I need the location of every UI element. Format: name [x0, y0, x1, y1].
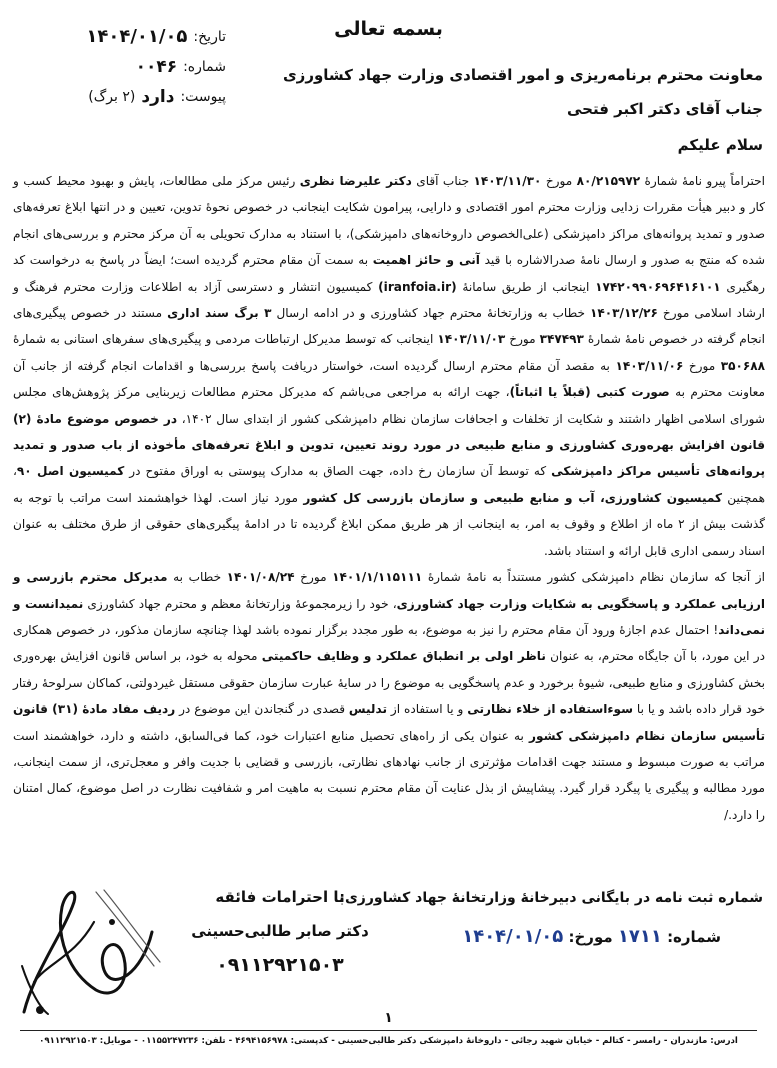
- body-paragraph-2: [13, 564, 765, 828]
- body-text: کمیسیون انتشار و دسترسی آزاد به اطلاعات وزارت محترم فرهنگ و ارشاد اسلامی مورخ: [13, 279, 766, 321]
- attachment-note: (۲ برگ): [88, 89, 136, 105]
- registration-date-label: مورخ:: [568, 928, 613, 946]
- emphasis: تدلیس: [348, 702, 387, 717]
- attachment-label: پیوست:: [180, 89, 226, 105]
- body-text: مورخ: [294, 570, 333, 585]
- body-text: مورخ: [683, 358, 721, 373]
- registration-date-value: ۱۴۰۴/۰۱/۰۵: [462, 926, 564, 947]
- emphasis: ۳ برگ سند اداری: [167, 306, 272, 321]
- website-name: (iranfoia.ir): [378, 279, 457, 294]
- body-text: مستند در خصوص پیگیری‌های انجام گرفته در خصوص نامهٔ شمارهٔ: [13, 306, 765, 347]
- body-text: به مقصد آن مقام محترم ارسال گردیده است، خواستار دریافت پاسخ بررسی‌ها و اقدامات انجام گرفته از جانب آن معاونت محترم به: [13, 358, 765, 400]
- recipient-name: جناب آقای دکتر اکبر فتحی: [567, 100, 763, 118]
- body-text: رئیس مرکز ملی مطالعات، پایش و بهبود محیط کسب و کار و دبیر هیأت مقررات زدایی وزارت محترم امور اقتصادی و دارایی، پیرامون شکایت اینجانب در خصوص نحوهٔ تدوین، تعیین و در انتها ابلاغ تعرفه‌های صدور و تمدید پروانه‌های مراکز دامپزشکی (علی‌الخصوص داروخانه‌های دامپزشکی)، با استناد به مدارک تحویلی به آن مرکز محترم و بررسی‌های انجام شده که منتج به صدور و ارسال نامهٔ صدرالاشاره با قید: [13, 174, 765, 268]
- body-text: مورخ: [505, 332, 540, 347]
- date-value: ۱۴۰۴/۰۱/۰۵: [86, 26, 188, 47]
- number-row: [26, 52, 226, 82]
- body-text: از آنجا که سازمان نظام دامپزشکی کشور مستنداً به نامهٔ شمارهٔ: [422, 570, 765, 585]
- tracking-code: ۱۷۴۲۰۹۹۰۶۹۶۴۱۶۱۰۱: [595, 279, 721, 294]
- salutation: سلام علیکم: [677, 136, 763, 154]
- body-text: ، خود را زیرمجموعهٔ وزارتخانهٔ معظم و محترم جهاد کشاورزی: [83, 596, 397, 611]
- emphasis: سوءاستفاده از خلاء نظارتی: [467, 702, 634, 717]
- signer-name: دکتر صابر طالبی‌حسینی: [191, 922, 369, 940]
- emphasis: نمیدانست و نمی‌داند: [13, 596, 765, 637]
- body-text: اینجانب از طریق سامانهٔ: [456, 279, 596, 294]
- recipient-office: معاونت محترم برنامه‌ریزی و امور اقتصادی وزارت جهاد کشاورزی: [282, 66, 763, 84]
- handwritten-signature: [4, 862, 164, 1022]
- emphasis: مدیرکل محترم بازرسی و ارزیابی عملکرد و پاسخگویی به شکایات وزارت جهاد کشاورزی: [13, 570, 765, 611]
- ref-number: ۸۰/۲۱۵۹۷۲: [576, 174, 641, 188]
- body-text: ، همچنین: [13, 464, 765, 505]
- ref-date: ۱۴۰۳/۱۱/۳۰: [473, 174, 542, 188]
- bismillah-heading: بسمه تعالی: [334, 18, 443, 40]
- body-text: جناب آقای: [411, 174, 474, 188]
- body-text: مورخ: [541, 174, 577, 188]
- ref-date: ۱۴۰۳/۱۱/۰۶: [615, 358, 684, 373]
- ref-date: ۱۴۰۳/۱۲/۲۶: [590, 306, 658, 321]
- date-label: تاریخ:: [193, 29, 226, 45]
- body-text: محوله به خود، بر اساس قانون افزایش بهره‌وری بخش کشاورزی و منابع طبیعی، شیوهٔ برخورد و عدم پاسخگویی به موضوع را در سایهٔ عبارت سازمان حقوقی مستقل غیردولتی، کماکان سرلوحهٔ رفتار خود قرار داده باشد و یا با: [13, 649, 765, 717]
- signer-phone: ۰۹۱۱۲۹۲۱۵۰۳: [216, 954, 344, 976]
- ref-number: ۳۴۷۴۹۳: [539, 332, 584, 347]
- body-text: به سمت آن مقام محترم گردیده است؛ ایضاً در پاسخ به درخواست کد رهگیری: [13, 253, 766, 294]
- body-paragraph-1: [13, 168, 765, 564]
- body-text: خطاب به وزارتخانهٔ محترم جهاد کشاورزی و در ادامه ارسال: [271, 306, 591, 321]
- registration-number-value: ۱۷۱۱: [617, 926, 662, 947]
- body-text: که توسط آن سازمان رخ داده، جهت الصاق به مدارک پیوستی به اوراق مفتوح در: [124, 464, 552, 479]
- body-text: به عنوان یکی از راه‌های تحصیل منابع اعتبارات خود، کما فی‌السابق، داشته و دارد، خواهشمند است مراتب به صورت مبسوط و مستند جهت اقدامات مؤثرتری از جانب نهادهای نظارتی، بازرسی و قضایی با جدیت وافر و معجل‌تری، از سمت اینجانب، مورد مطالبه و پیگیری یا پیگرد قرار گیرد. پیشاپیش از بذل عنایت آن مقام محترم نسبت به ماهیت امر و شفافیت نظارت در اصل موضوع، کمال امتنان را دارد./: [13, 728, 765, 822]
- emphasis: ردیف مفاد مادهٔ (۳۱) قانون تأسیس سازمان نظام دامپزشکی کشور: [13, 702, 765, 743]
- emphasis: در خصوص موضوع مادهٔ (۲) قانون افزایش بهره‌وری کشاورزی و منابع طبیعی در مورد روند تعیین، تدوین و ابلاغ تعرفه‌های مأخوذه از باب صدور و تمدید پروانه‌های تأسیس مراکز دامپزشکی: [13, 411, 765, 479]
- emphasis: صورت کتبی (قبلاً یا اثباتاً): [509, 385, 670, 400]
- body-text: ! احتمال عدم اجازهٔ ورود آن مقام محترم را نیز به موضوع، به طور مجدد برگزار نموده باشد لهذا چنانچه سازمان مذکور، در خصوص همکاری در این مورد، با آن جایگاه محترم، به عنوان: [13, 622, 765, 664]
- attachment-row: [26, 82, 226, 112]
- body-text: مورد نیاز است. لهذا خواهشمند است مراتب با توجه به گذشت بیش از ۲ ماه از اطلاع و وقوف به امر، به اینجانب از هر طریق ممکن ابلاغ گردیده تا در ادامهٔ پیگیری‌های حقوقی از طرق مختلف به عنوان اسناد رسمی اداری قابل ارائه و استناد باشد.: [13, 490, 766, 558]
- registration-number: [462, 926, 721, 947]
- body-text: خطاب به: [167, 570, 227, 585]
- body-text: و یا استفاده از: [387, 702, 468, 717]
- ref-date: ۱۴۰۳/۱۱/۰۳: [437, 332, 506, 347]
- number-value: ۰۰۴۶: [135, 56, 178, 77]
- emphasis: ناظر اولی بر انطباق عملکرد و وظایف حاکمیتی: [261, 649, 546, 664]
- emphasis: کمیسیون اصل ۹۰: [16, 464, 125, 479]
- body-text: قصدی در گنجاندن این موضوع در: [175, 702, 349, 717]
- ref-number: ۳۵۰۶۸۸: [720, 358, 765, 373]
- footer-divider: [20, 1030, 757, 1031]
- closing-regards: با احترامات فائقه: [215, 888, 345, 906]
- registration-title: شماره ثبت نامه در بایگانی دبیرخانهٔ وزارتخانهٔ جهاد کشاورزی:: [339, 890, 763, 906]
- emphasis: آنی و حائز اهمیت: [372, 253, 480, 268]
- body-text: ، جهت ارائه به مراجعی می‌باشم که مدیرکل محترم مطالعات زیربنایی مرکز پژوهش‌های مجلس شورای اسلامی اظهار داشتند و شکایت از تخلفات و اجحافات سازمان نظام دامپزشکی کشور از ابتدای سال ۱۴۰۲،: [13, 385, 766, 426]
- body-text: احتراماً پیرو نامهٔ شمارهٔ: [640, 174, 765, 188]
- registration-number-label: شماره:: [667, 928, 721, 946]
- body-text: اینجانب که توسط مدیرکل ارتباطات مردمی و پیگیری‌های سفرهای استانی به شمارهٔ: [13, 332, 438, 347]
- emphasis: کمیسیون کشاورزی، آب و منابع طبیعی و سازمان بازرسی کل کشور: [303, 490, 723, 505]
- ref-number: ۱۴۰۱/۱/۱۱۵۱۱۱: [332, 570, 423, 585]
- attachment-value: دارد: [141, 86, 175, 107]
- number-label: شماره:: [183, 59, 226, 75]
- person-name: دکتر علیرضا نظری: [299, 174, 412, 188]
- ref-date: ۱۴۰۱/۰۸/۲۴: [226, 570, 295, 585]
- letter-body: [13, 168, 765, 828]
- page-number: ۱: [384, 1010, 393, 1026]
- footer-address: آدرس: مازندران - رامسر - کتالم - خیابان شهید رجائی - داروخانهٔ دامپزشکی دکتر طالبی‌حسینی - کدپستی: ۴۶۹۴۱۵۶۹۷۸ - تلفن: ۰۱۱۵۵۲۴۷۲۳۶ - موبایل: ۰۹۱۱۲۹۲۱۵۰۳: [39, 1036, 738, 1046]
